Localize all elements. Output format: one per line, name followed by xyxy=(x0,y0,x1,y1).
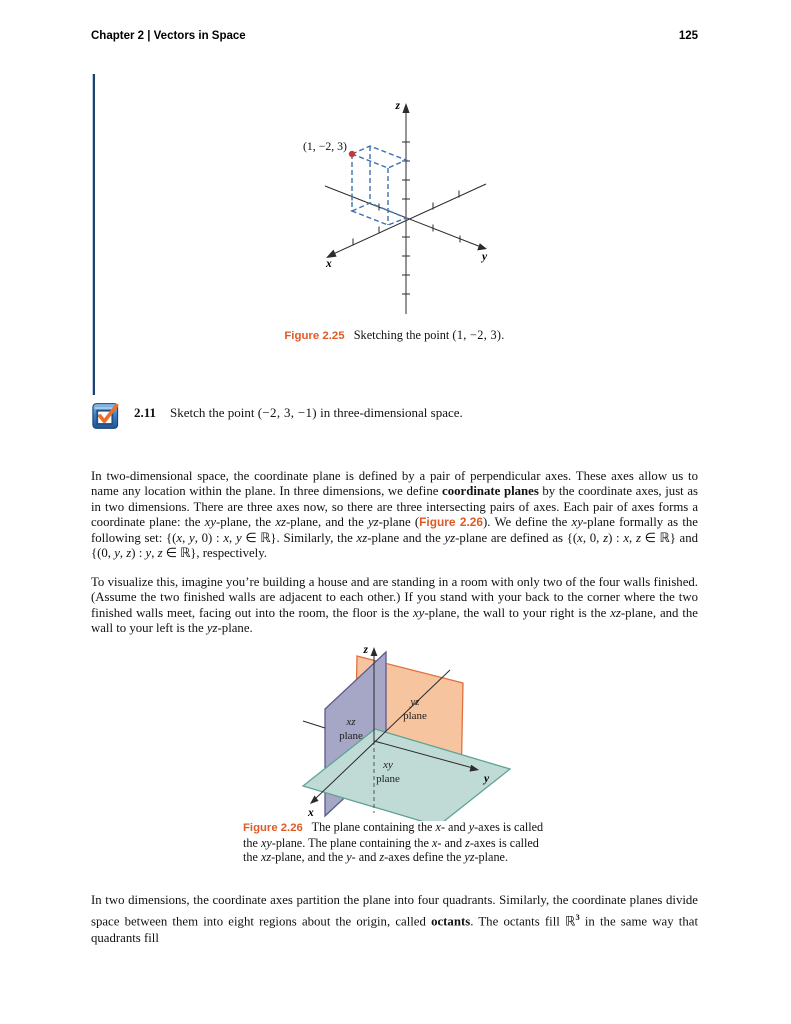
text-run: ℝ xyxy=(565,914,576,929)
text-run: y xyxy=(114,546,120,561)
x-axis xyxy=(331,184,486,255)
text-run: y xyxy=(189,530,195,545)
text-run: 3 xyxy=(575,912,580,922)
text-run: xy xyxy=(412,605,425,620)
page-number: 125 xyxy=(678,30,698,42)
text-run: in three-dimensional space. xyxy=(316,405,463,420)
xy-plane-label-word: plane xyxy=(376,773,400,785)
text-run: (−2, 3, −1) xyxy=(257,405,317,420)
text-run: z xyxy=(465,835,470,850)
text-run: -plane. xyxy=(217,621,253,636)
figure-2-25-caption xyxy=(91,328,698,343)
yz-plane-label-var: yz xyxy=(410,696,420,708)
text-run: ) : xyxy=(608,530,624,545)
text-run: ∈ ℝ} and {(0, xyxy=(91,530,699,561)
text-run: -axes is called the xyxy=(243,820,544,850)
figure-2-25-plot xyxy=(278,96,518,326)
dashed-prism xyxy=(352,146,406,225)
text-run: -plane, and the xyxy=(271,850,347,865)
figure-ref-link[interactable]: Figure 2.26 xyxy=(419,515,483,530)
text-run: -plane. xyxy=(474,850,508,865)
text-run: x xyxy=(623,530,630,545)
text-run: Sketch the point xyxy=(170,405,258,420)
text-run: , 0) : xyxy=(194,530,224,545)
text-run: In two-dimensional space, the coordinate plane is defined by a pair of perpendicular axes. These axes allow us to name any location within the plane. In three dimensions, we define xyxy=(91,469,698,499)
text-run: Sketching the point xyxy=(350,328,453,342)
text-run: ). We define the xyxy=(482,515,572,530)
text-run: x xyxy=(577,530,583,545)
checkpoint-icon xyxy=(92,401,122,431)
y-axis-label: y xyxy=(482,251,488,263)
text-run: . The octants fill xyxy=(470,914,565,929)
x-arrowhead-icon xyxy=(326,250,337,258)
text-run: xz xyxy=(356,530,368,545)
text-run: yz xyxy=(206,621,218,636)
text-run: coordinate planes xyxy=(442,484,539,499)
text-run: z xyxy=(603,530,609,545)
point-coordinates-label: (1, −2, 3) xyxy=(302,139,347,153)
text-run: z xyxy=(379,850,385,865)
text-run: z xyxy=(635,530,641,545)
text-run: - and xyxy=(351,850,380,865)
text-run: -axes is called the xyxy=(243,835,539,865)
text-run: - and xyxy=(440,820,469,834)
checkpoint-text xyxy=(170,405,463,421)
z-arrowhead-icon xyxy=(371,647,378,656)
text-run: in the same way that quadrants fill xyxy=(91,914,698,946)
paragraph-house-analogy xyxy=(91,575,698,637)
yz-plane-label-word: plane xyxy=(403,710,427,722)
text-run: -axes define the xyxy=(384,850,465,865)
z-axis-label: z xyxy=(395,100,400,112)
checkpoint-box xyxy=(92,400,698,431)
z-axis-label: z xyxy=(363,644,368,656)
xz-plane-label-word: plane xyxy=(339,730,363,742)
text-run: To visualize this, imagine you’re building a house and are standing in a room with only two of the four walls finished. (Assume the two finished walls are adjacent to each other.) If you stand with your back to the corner where the two finished walls meet, facing out into the room, the floor is the xyxy=(91,575,698,620)
text-run: octants xyxy=(431,914,471,929)
text-run: x xyxy=(223,530,230,545)
text-run: xy xyxy=(260,835,272,850)
y-axis xyxy=(325,186,481,247)
text-run: (1, −2, 3). xyxy=(452,328,505,342)
text-run: -plane. The plane containing the xyxy=(271,835,432,850)
xz-plane-label-var: xz xyxy=(346,716,356,728)
x-axis-label: x xyxy=(326,258,332,270)
text-run: yz xyxy=(368,515,379,530)
figure-ref-link[interactable]: Figure 2.26 xyxy=(243,822,303,834)
text-run: , xyxy=(182,530,190,545)
text-run: -plane, the wall to your right is the xyxy=(424,605,611,620)
x-axis-label: x xyxy=(308,807,314,819)
text-run: xz xyxy=(275,515,286,530)
xy-plane-label-var: xy xyxy=(383,759,393,771)
text-run: , xyxy=(151,546,158,561)
text-run: ∈ ℝ}. Similarly, the xyxy=(241,530,357,545)
text-run: -plane, and the wall to your left is the xyxy=(91,605,698,636)
plotted-point xyxy=(349,151,355,157)
text-run: In two dimensions, the coordinate axes partition the plane into four quadrants. Similarly, the coordinate planes divide space between them into eight regions about the origin, called xyxy=(91,893,698,929)
y-axis-label: y xyxy=(484,773,490,785)
text-run: The plane containing the xyxy=(308,820,436,834)
text-run: , xyxy=(119,546,127,561)
text-run: xz xyxy=(610,605,621,620)
text-run: ) : xyxy=(131,546,146,561)
text-run: , xyxy=(229,530,236,545)
text-run: xy xyxy=(204,515,217,530)
figure-2-26-caption xyxy=(243,820,548,865)
checkpoint-number: 2.11 xyxy=(134,405,157,420)
figure-ref-link[interactable]: Figure 2.25 xyxy=(284,330,345,342)
text-run: -plane formally as the following set: {( xyxy=(91,515,698,545)
negative-y-axis xyxy=(303,721,325,728)
text-run: yz xyxy=(464,850,475,865)
text-run: , xyxy=(629,530,636,545)
text-run: ∈ ℝ}, respectively. xyxy=(162,546,267,561)
text-run: xz xyxy=(260,850,272,865)
text-run: - and xyxy=(437,835,466,850)
text-run: x xyxy=(435,820,441,834)
text-run: -plane are defined as {( xyxy=(455,530,578,545)
text-run: , 0, xyxy=(582,530,604,545)
z-arrowhead-icon xyxy=(402,103,409,113)
text-run: by the coordinate axes, just as in two dimensions. There are three axes now, so there are three intersecting pairs of axes. Each pair of axes forms a coordinate plane: the xyxy=(91,484,698,530)
paragraph-octants xyxy=(91,892,698,947)
chapter-title: Chapter 2 | Vectors in Space xyxy=(91,30,246,42)
text-run: y xyxy=(346,850,352,865)
text-run: -plane, and the xyxy=(285,515,368,530)
text-run: z xyxy=(157,546,163,561)
text-run: y xyxy=(145,546,152,561)
text-run: -plane and the xyxy=(367,530,445,545)
text-run: x xyxy=(431,835,438,850)
figure-2-26-plot xyxy=(288,641,518,821)
text-run: -plane, the xyxy=(216,515,276,530)
text-run: x xyxy=(176,530,183,545)
text-run: y xyxy=(235,530,242,545)
text-run: yz xyxy=(444,530,456,545)
y-arrowhead-icon xyxy=(477,243,487,250)
text-run: xy xyxy=(571,515,583,530)
text-run: z xyxy=(126,546,132,561)
example-margin-rule xyxy=(92,74,95,395)
text-run: y xyxy=(468,820,475,834)
text-run: -plane ( xyxy=(378,515,420,530)
paragraph-coordinate-planes xyxy=(91,469,698,561)
page-header xyxy=(91,30,698,42)
